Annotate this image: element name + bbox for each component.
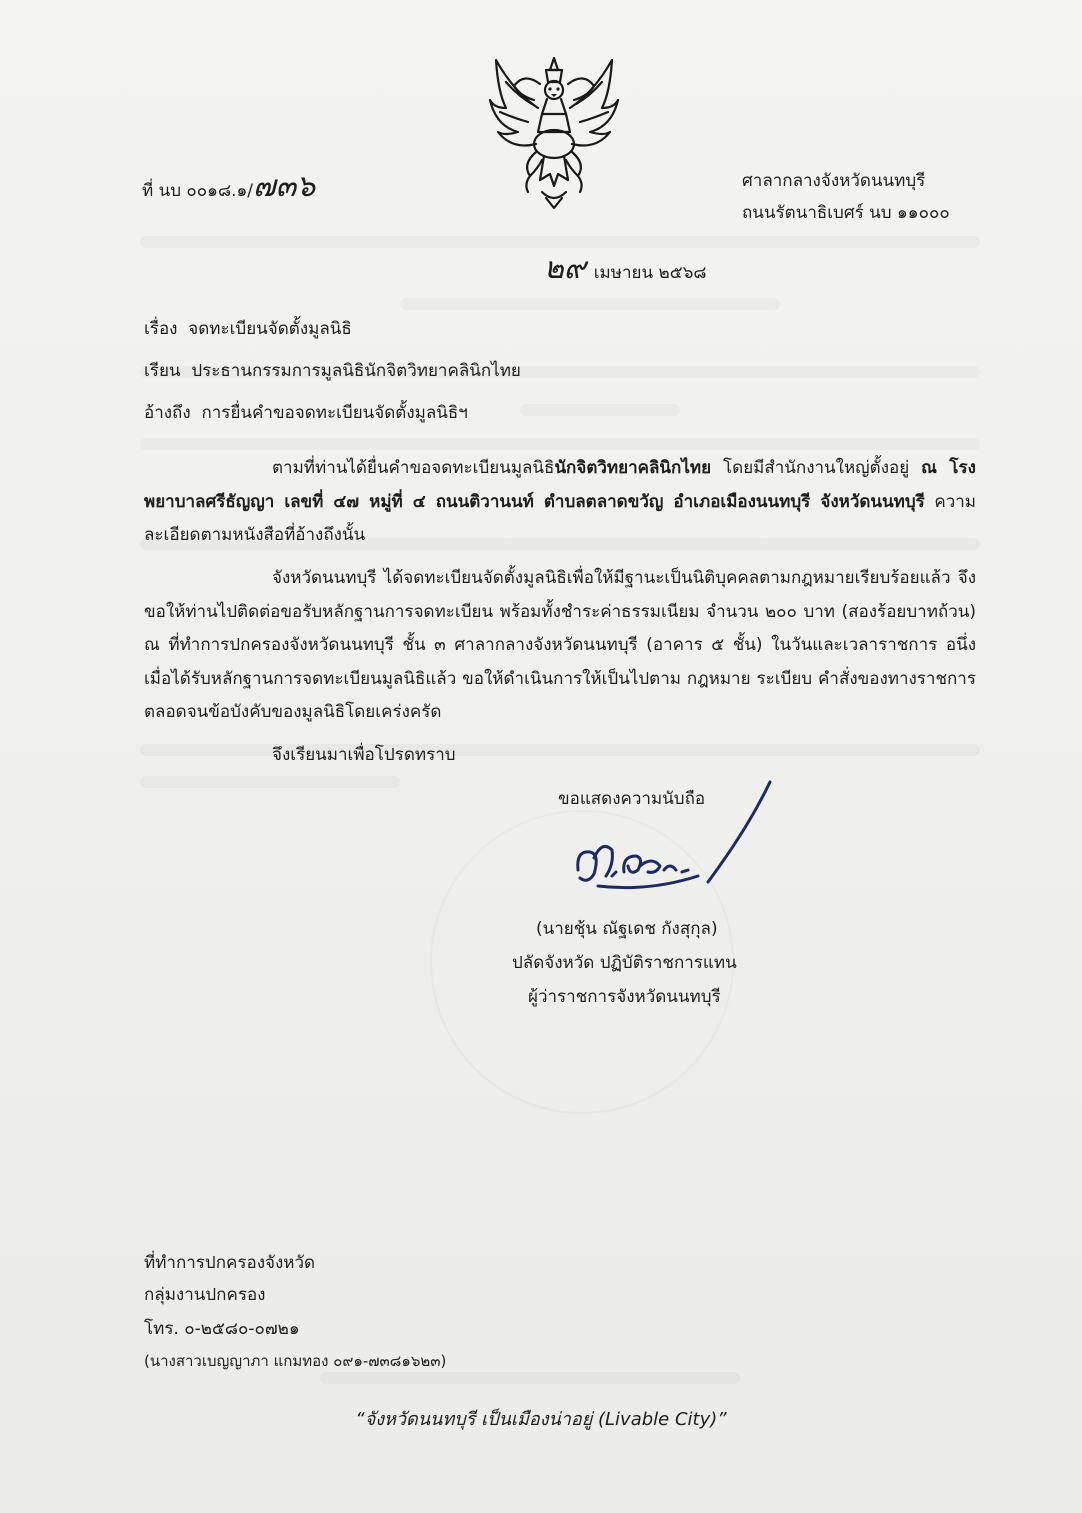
- subject-text: จดทะเบียนจัดตั้งมูลนิธิ: [188, 319, 352, 339]
- letter-date: [544, 251, 707, 286]
- reference-label: ที่ นบ ๐๐๑๘.๑/: [142, 181, 254, 201]
- subject-label: เรื่อง: [144, 319, 178, 339]
- show-through-line: [400, 298, 780, 310]
- p1-foundation-name: นักจิตวิทยาคลินิกไทย: [554, 458, 712, 478]
- signatory-position-1: ปลัดจังหวัด ปฏิบัติราชการแทน: [512, 953, 737, 973]
- province-motto: “จังหวัดนนทบุรี เป็นเมืองน่าอยู่ (Livable City)”: [355, 1409, 727, 1430]
- show-through-line: [320, 1372, 740, 1384]
- office-address-line1: ศาลากลางจังหวัดนนทบุรี: [742, 171, 926, 191]
- handwritten-signature-icon: [568, 778, 778, 898]
- reference-to-line: [144, 402, 468, 424]
- addressee-text: ประธานกรรมการมูลนิธินักจิตวิทยาคลินิกไทย: [191, 361, 521, 381]
- p1-text-c: โดยมีสำนักงานใหญ่ตั้งอยู่: [711, 458, 922, 478]
- body-paragraph-3: จึงเรียนมาเพื่อโปรดทราบ: [272, 745, 456, 765]
- date-handwritten-day: ๒๙: [544, 251, 586, 286]
- show-through-line: [140, 776, 400, 788]
- reference-to-label: อ้างถึง: [144, 403, 191, 423]
- p1-text-a: ตามที่ท่านได้ยื่นคำขอจดทะเบียนมูลนิธิ: [272, 458, 555, 478]
- p2-text: จังหวัดนนทบุรี ได้จดทะเบียนจัดตั้งมูลนิธิเพื่อให้มีฐานะเป็นนิติบุคคลตามกฎหมายเรียบร้อยแล้ว จึงขอให้ท่านไปติดต่อขอรับหลักฐานการจดทะเบียน พร้อมทั้งชำระค่าธรรมเนียม จำนวน ๒๐๐ บาท (สองร้อยบาทถ้วน) ณ ที่ทำการปกครองจังหวัดนนทบุรี ชั้น ๓ ศาลากลางจังหวัดนนทบุรี (อาคาร ๕ ชั้น) ในวันและเวลาราชการ อนึ่ง เมื่อได้รับหลักฐานการจดทะเบียนมูลนิธิแล้ว ขอให้ดำเนินการให้เป็นไปตาม กฎหมาย ระเบียบ คำสั่งของทางราชการ ตลอดจนข้อบังคับของมูลนิธิโดยเคร่งครัด: [144, 568, 976, 722]
- show-through-line: [140, 438, 980, 450]
- addressee-line: [144, 360, 521, 382]
- reference-number: [142, 169, 316, 204]
- garuda-emblem-icon: [484, 52, 624, 210]
- body-paragraph-1: [144, 452, 976, 553]
- signatory-name: (นายชุ้น ณัฐเดช กังสุกุล): [536, 919, 718, 939]
- show-through-line: [140, 744, 980, 756]
- reference-handwritten-number: ๗๓๖: [253, 169, 316, 204]
- contact-phone: โทร. ๐-๒๕๘๐-๐๗๒๑: [144, 1319, 300, 1339]
- contact-person: (นางสาวเบญญาภา แกมทอง ๐๙๑-๗๓๘๑๖๒๓): [144, 1352, 447, 1370]
- addressee-label: เรียน: [144, 361, 181, 381]
- signatory-position-2: ผู้ว่าราชการจังหวัดนนทบุรี: [528, 987, 721, 1007]
- closing-text: ขอแสดงความนับถือ: [558, 789, 706, 809]
- office-address-line2: ถนนรัตนาธิเบศร์ นบ ๑๑๐๐๐: [742, 203, 950, 223]
- reference-to-text: การยื่นคำขอจดทะเบียนจัดตั้งมูลนิธิฯ: [201, 403, 468, 423]
- subject-line: [144, 318, 352, 340]
- p1-text-e: ความละเอียดตามหนังสือที่อ้างถึงนั้น: [144, 491, 977, 545]
- show-through-line: [140, 236, 980, 248]
- date-month-year: เมษายน ๒๕๖๘: [593, 263, 707, 283]
- p1-address: ณ โรงพยาบาลศรีธัญญา เลขที่ ๔๗ หมู่ที่ ๔ ถนนติวานนท์ ตำบลตลาดขวัญ อำเภอเมืองนนทบุรี จังหวัดนนทบุรี: [144, 458, 976, 512]
- body-paragraph-2: [144, 562, 976, 730]
- show-through-line: [520, 404, 680, 416]
- contact-group: กลุ่มงานปกครอง: [144, 1285, 266, 1305]
- contact-office: ที่ทำการปกครองจังหวัด: [144, 1253, 316, 1273]
